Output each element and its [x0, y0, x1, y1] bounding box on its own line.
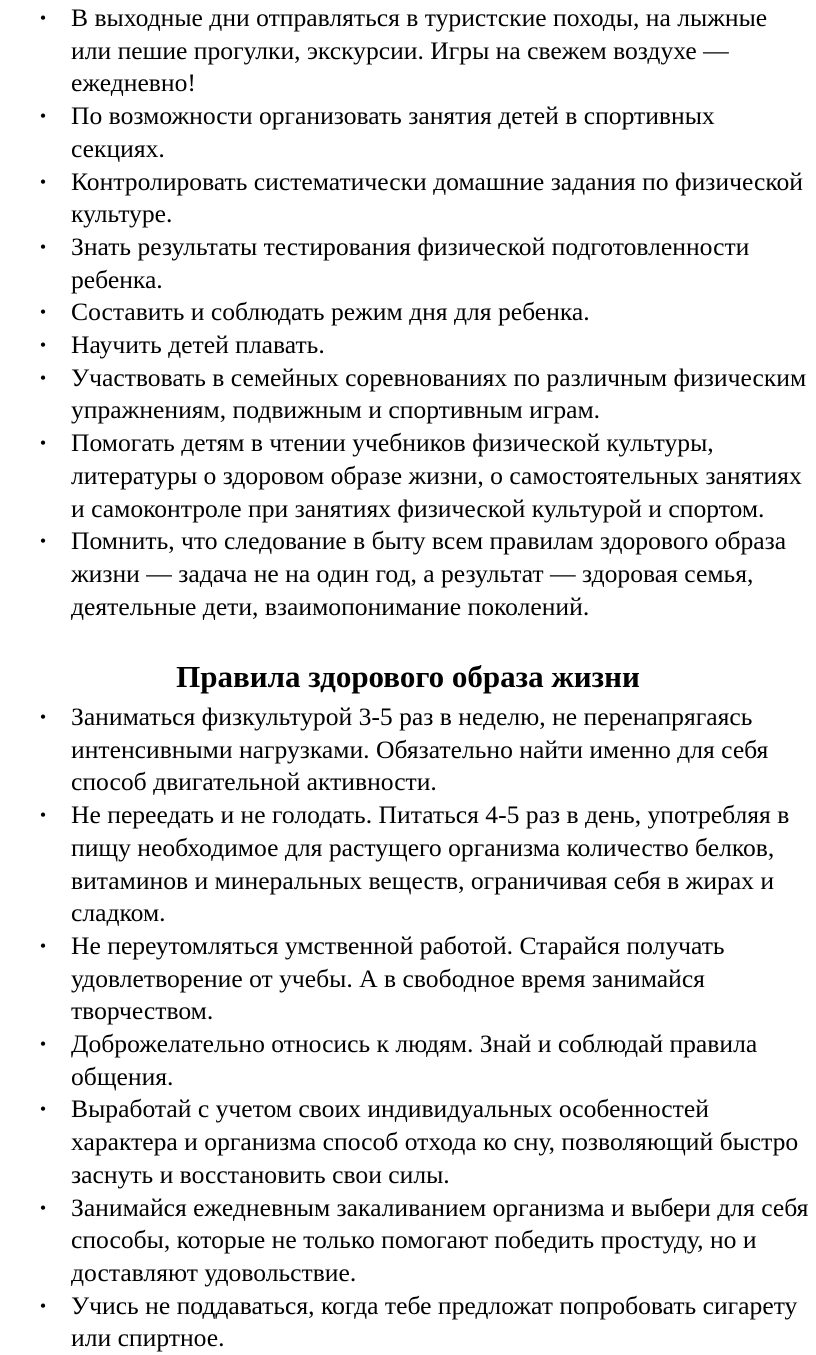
bullet-icon: • [39, 335, 47, 356]
list-item-text: Не переутомляться умственной работой. Старайся получать удовлетворение от учебы. А в свободное время занимайся творчеством. [71, 930, 725, 1026]
list-item [0, 1290, 816, 1355]
list-item [0, 701, 816, 799]
bullet-icon: • [39, 236, 47, 257]
list-item-text: Учись не поддаваться, когда тебе предложат попробовать сигарету или спиртное. [71, 1290, 798, 1353]
recommendations-list [0, 2, 816, 623]
list-item-text: Помогать детям в чтении учебников физической культуры, литературы о здоровом образе жизни, о самостоятельных занятиях и самоконтроле при занятиях физической культурой и спортом. [71, 428, 802, 523]
bullet-icon: • [39, 433, 47, 454]
list-item-text: Помнить, что следование в быту всем правилам здорового образа жизни — задача не на один год, а результат — здоровая семья, деятельные дети, взаимопонимание поколений. [71, 526, 787, 621]
list-item [0, 799, 816, 930]
bullet-icon: • [39, 106, 47, 127]
list-item-text: Не переедать и не голодать. Питаться 4-5 раз в день, употребляя в пищу необходимое для растущего организма количество белков, витаминов и минеральных веществ, ограничивая себя в жирах и сладком. [71, 800, 790, 928]
list-item-text: Составить и соблюдать режим дня для ребенка. [71, 297, 590, 327]
section-title: Правила здорового образа жизни [176, 659, 640, 694]
list-item-text: Выработай с учетом своих индивидуальных особенностей характера и организма способ отхода ко сну, позволяющий быстро заснуть и восстановить свои силы. [71, 1094, 799, 1189]
list-item [0, 166, 816, 231]
list-item [0, 1192, 816, 1290]
bullet-icon: • [39, 531, 47, 552]
bullet-icon: • [39, 935, 47, 956]
list-item [0, 362, 816, 427]
list-item-text: В выходные дни отправляться в туристские походы, на лыжные или пешие прогулки, экскурсии. Игры на свежем воздухе — ежедневно! [71, 3, 768, 98]
bullet-icon: • [39, 302, 47, 323]
list-item-text: Научить детей плавать. [71, 330, 325, 360]
list-item [0, 329, 816, 362]
bullet-icon: • [39, 171, 47, 192]
list-item [0, 2, 816, 100]
rules-list [0, 701, 816, 1355]
list-item-text: Знать результаты тестирования физической подготовленности ребенка. [71, 231, 750, 294]
list-item [0, 427, 816, 525]
list-item-text: По возможности организовать занятия детей в спортивных секциях. [71, 101, 715, 163]
bullet-icon: • [39, 8, 47, 28]
list-item [0, 1028, 816, 1093]
list-item-text: Занимайся ежедневным закаливанием организма и выбери для себя способы, которые не только помогают победить простуду, но и доставляют удовольствие. [71, 1192, 809, 1287]
bullet-icon: • [39, 707, 47, 727]
list-item [0, 1093, 816, 1191]
list-item-text: Заниматься физкультурой 3-5 раз в неделю, не перенапрягаясь интенсивными нагрузками. Обязательно найти именно для себя способ двигательной активности. [71, 702, 769, 797]
bullet-icon: • [39, 1034, 47, 1055]
bullet-icon: • [39, 1099, 47, 1120]
bullet-icon: • [39, 805, 47, 826]
list-item [0, 930, 816, 1028]
bullet-icon: • [39, 1197, 47, 1218]
list-item-text: Доброжелательно относись к людям. Знай и соблюдай правила общения. [71, 1029, 758, 1091]
list-item-text: Участвовать в семейных соревнованиях по различным физическим упражнениям, подвижным и спортивным играм. [71, 362, 807, 425]
list-item [0, 296, 816, 329]
list-item [0, 100, 816, 165]
list-item [0, 525, 816, 623]
bullet-icon: • [39, 1295, 47, 1316]
bullet-icon: • [39, 367, 47, 388]
list-item [0, 231, 816, 296]
list-item-text: Контролировать систематически домашние задания по физической культуре. [71, 166, 803, 229]
